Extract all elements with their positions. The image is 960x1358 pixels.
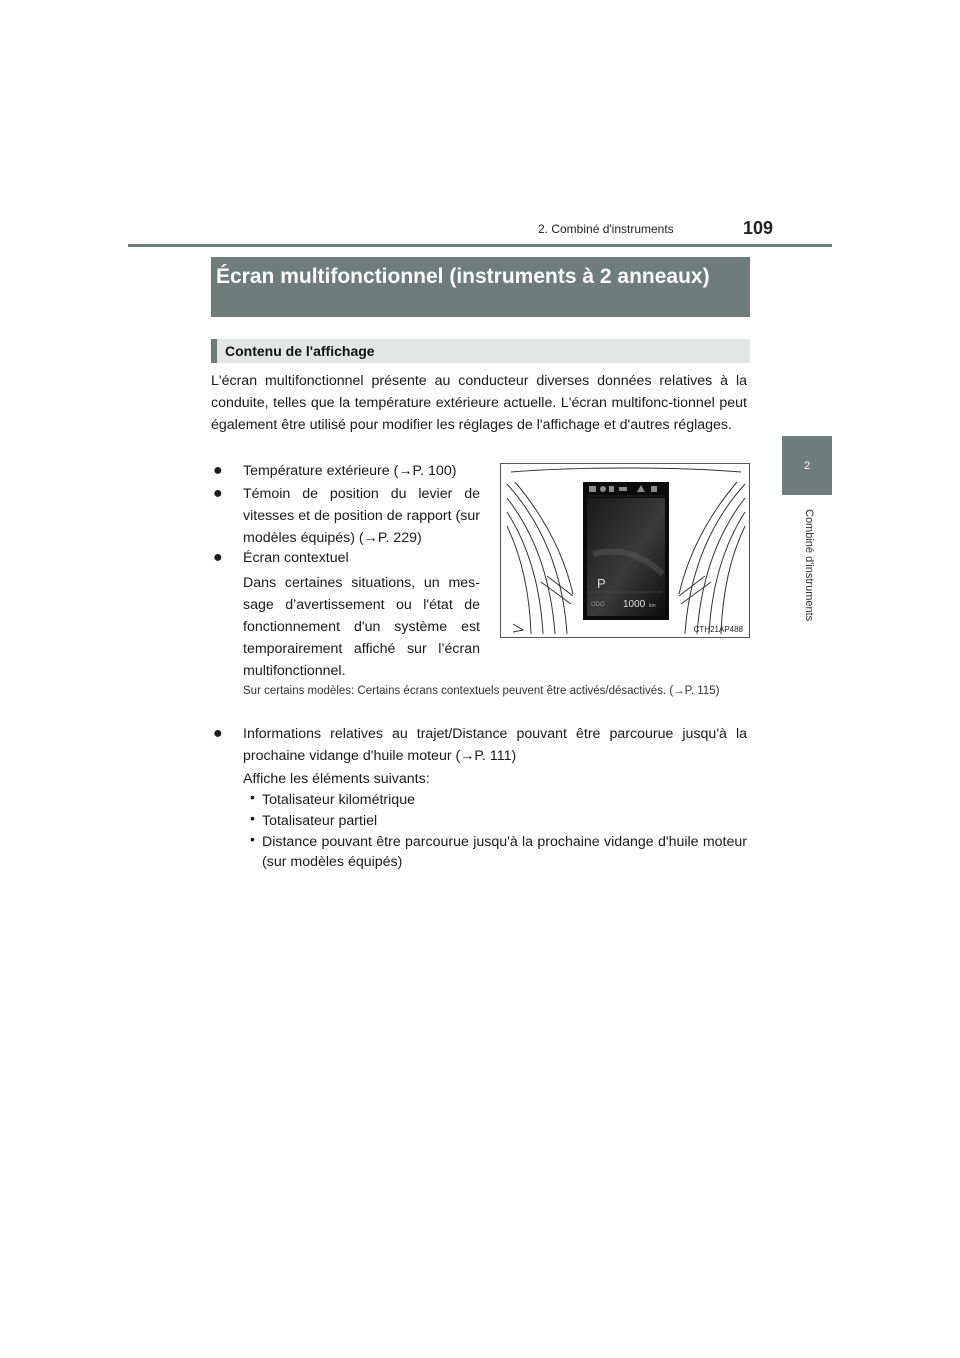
bullet-icon: ●: [213, 462, 223, 479]
gear-indicator: P: [597, 576, 606, 591]
list-item: Distance pouvant être parcourue jusqu'à la prochaine vidange d'huile moteur (sur modèles équipés): [262, 834, 747, 870]
bullet-icon: ●: [213, 725, 223, 742]
bullet-icon: ●: [213, 485, 223, 502]
intro-paragraph: L'écran multifonctionnel présente au conducteur diverses données relatives à la conduite, telles que la température extérieure actuelle. L'écran multifonc-tionnel peut également être utilisé pour modifier les réglages de l'affichage et d'autres réglages.: [211, 373, 747, 433]
running-header-section: 2. Combiné d'instruments: [538, 222, 674, 236]
page-number: 109: [743, 218, 774, 238]
list-bullet: •: [250, 789, 255, 805]
bullet-item: Température extérieure (→P. 100): [243, 463, 457, 479]
odometer-unit: km: [649, 603, 656, 609]
subheading-accent: [211, 339, 217, 363]
note-text: Sur certains modèles: Certains écrans contextuels peuvent être activés/désactivés. (→P. 115): [243, 685, 720, 697]
odometer-value: 1000: [623, 599, 646, 610]
bullet-item: Informations relatives au trajet/Distance pouvant être parcourue jusqu'à la prochaine vidange d'huile moteur (→P. 111): [243, 726, 747, 764]
bullet-icon: ●: [213, 549, 223, 566]
list-item: Totalisateur partiel: [262, 813, 378, 829]
subheading: Contenu de l'affichage: [225, 343, 375, 359]
list-bullet: •: [250, 810, 255, 826]
odometer-label: ODO: [591, 602, 605, 608]
chapter-tab-label: Combiné d'instruments: [803, 509, 815, 622]
popup-description: Dans certaines situations, un mes-sage d’avertissement ou l'état de fonctionnement d'un système est temporairement affiché sur l’écran multifonctionnel.: [243, 575, 480, 679]
instrument-cluster-figure: [500, 463, 750, 638]
bullet-item: Témoin de position du levier de vitesses et de position de rapport (sur modèles équipés) (→P. 229): [243, 486, 480, 546]
header-rule: [128, 244, 832, 247]
instrument-cluster-illustration: [501, 464, 750, 638]
list-item: Totalisateur kilométrique: [262, 792, 415, 808]
list-intro: Affiche les éléments suivants:: [243, 771, 430, 787]
list-bullet: •: [250, 831, 255, 847]
bullet-item: Écran contextuel: [243, 550, 349, 566]
page-title: Écran multifonctionnel (instruments à 2 anneaux): [216, 265, 710, 288]
figure-code: CTH21AP488: [693, 625, 743, 634]
chapter-tab: 2: [782, 436, 832, 495]
